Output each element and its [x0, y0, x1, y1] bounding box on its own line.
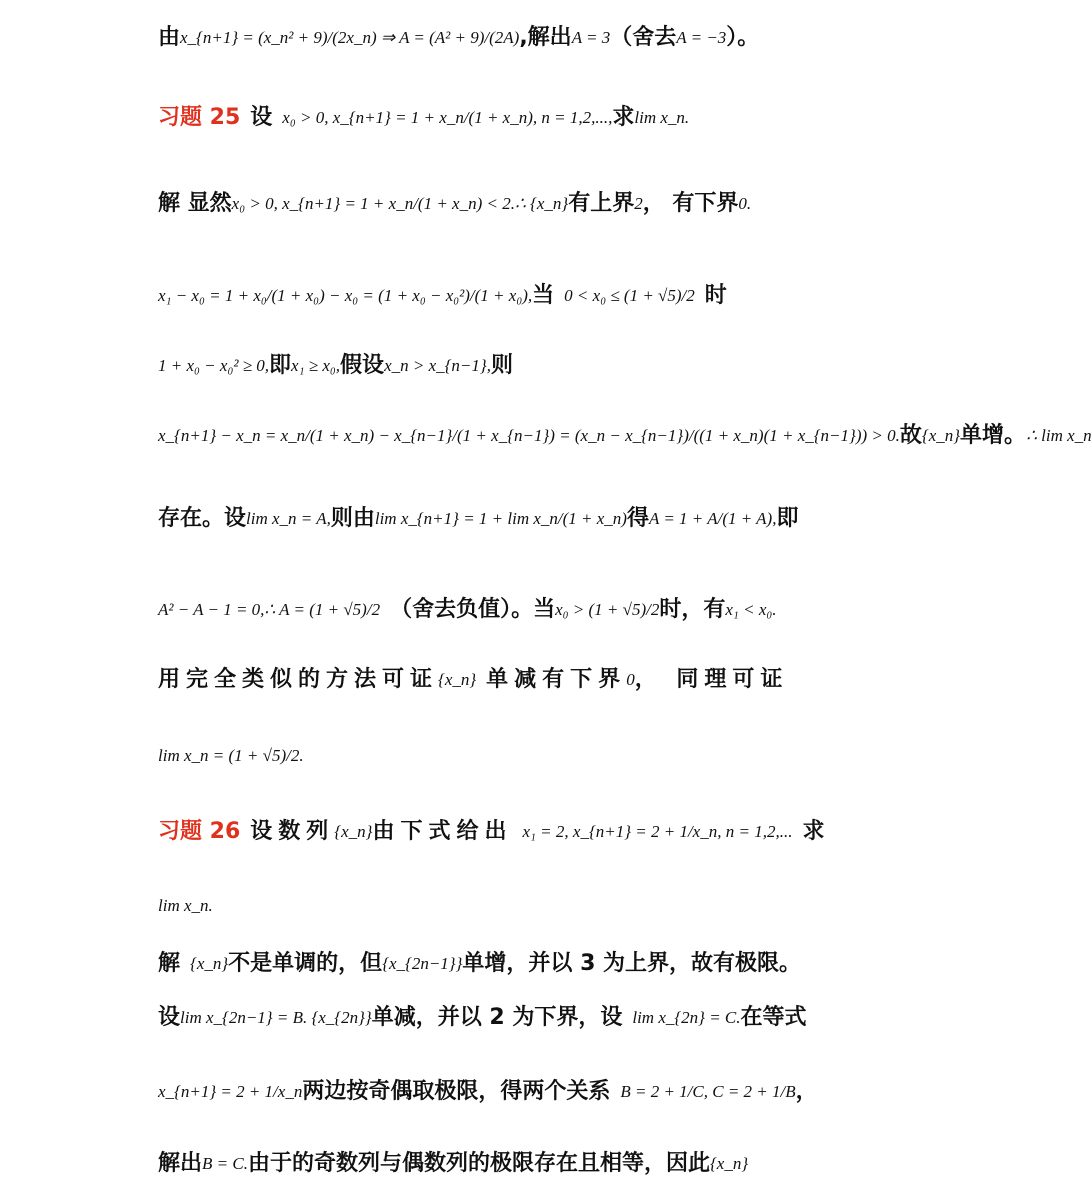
text: 有上界: [568, 191, 635, 216]
math-expr: 1 + x₀ − x₀² ≥ 0,: [158, 356, 270, 375]
text: 单增，并以 3 为上界，故有极限。: [462, 951, 802, 976]
math-expr: x₁ ≥ x₀,: [291, 356, 341, 375]
math-expr: lim x_{2n−1} = B. {x_{2n}}: [180, 1008, 372, 1027]
text: ,解出: [519, 25, 572, 50]
line-1: [158, 24, 858, 52]
text: 则由: [330, 506, 375, 531]
text: 单减，并以 2 为下界，设: [371, 1005, 623, 1030]
text: （舍去负值）。当: [390, 597, 556, 622]
line-4: [158, 282, 858, 310]
line-12: [158, 892, 858, 920]
math-expr: A = 1 + A/(1 + A),: [649, 509, 777, 528]
text: 解 显然: [158, 191, 232, 216]
math-expr: {x_{2n−1}}: [382, 954, 463, 973]
math-expr: x₁ − x₀ = 1 + x₀/(1 + x₀) − x₀ = (1 + x₀ − x₀²)/(1 + x₀),: [158, 286, 533, 305]
math-expr: lim x_n.: [634, 108, 690, 127]
math-expr: lim x_{n+1} = 1 + lim x_n/(1 + x_n): [374, 509, 627, 528]
text: 设: [158, 1005, 181, 1030]
math-expr: ∴ lim x_n: [1026, 426, 1092, 445]
text: 设数列: [250, 819, 335, 844]
math-expr: B = C.: [202, 1154, 248, 1173]
line-3: [158, 190, 858, 218]
line-5: [158, 352, 858, 380]
math-expr: A² − A − 1 = 0,∴ A = (1 + √5)/2: [158, 600, 381, 619]
text: 时: [704, 283, 727, 308]
text: 单减有下界: [486, 667, 627, 692]
math-expr: x₀ > 0, x_{n+1} = 1 + x_n/(1 + x_n), n = 1,2,...,: [282, 108, 613, 127]
math-expr: A = −3: [676, 28, 727, 47]
math-expr: lim x_n = A,: [246, 509, 331, 528]
line-11: [158, 818, 858, 846]
line-15: [158, 1078, 858, 1106]
text: 不是单调的，但: [228, 951, 383, 976]
text: 存在。设: [158, 506, 247, 531]
math-expr: x_{n+1} = (x_n² + 9)/(2x_n) ⇒ A = (A² + 9)/(2A): [180, 28, 520, 47]
line-16: [158, 1150, 858, 1178]
text: ，: [795, 1079, 818, 1104]
math-expr: x₁ < x₀.: [725, 600, 777, 619]
text: 由下式给出: [372, 819, 513, 844]
math-expr: 0 < x₀ ≤ (1 + √5)/2: [564, 286, 695, 305]
text: 解出: [158, 1151, 203, 1176]
line-7: [158, 505, 858, 533]
math-expr: 0.: [738, 194, 752, 213]
math-expr: {x_n}: [190, 954, 229, 973]
text: 求: [612, 105, 635, 130]
math-expr: 2: [634, 194, 643, 213]
math-expr: lim x_n = (1 + √5)/2.: [158, 746, 304, 765]
text: 单增。: [960, 423, 1027, 448]
math-expr: x₀ > 0, x_{n+1} = 1 + x_n/(1 + x_n) < 2.∴ {x_n}: [231, 194, 569, 213]
text: 求: [802, 819, 825, 844]
text: 则: [490, 353, 513, 378]
text: ）。: [726, 25, 760, 50]
text: 解: [158, 951, 181, 976]
math-expr: lim x_{2n} = C.: [632, 1008, 741, 1027]
math-expr: {x_n}: [438, 670, 477, 689]
math-expr: {x_n}: [709, 1154, 749, 1173]
math-expr: x₁ = 2, x_{n+1} = 2 + 1/x_n, n = 1,2,...: [522, 822, 793, 841]
line-9: [158, 666, 858, 694]
text: 当: [532, 283, 555, 308]
text: ， 同理可证: [634, 667, 789, 692]
line-6: [158, 422, 1092, 450]
line-2: [158, 104, 858, 132]
line-8: [158, 596, 858, 624]
text: 即: [269, 353, 292, 378]
math-expr: x_{n+1} − x_n = x_n/(1 + x_n) − x_{n−1}/(1 + x_{n−1}) = (x_n − x_{n−1})/((1 + x_n)(1 + x_{n−1})) > 0.: [158, 426, 900, 445]
math-expr: lim x_n.: [158, 896, 213, 915]
text: 得: [626, 506, 649, 531]
text: 假设: [340, 353, 385, 378]
math-expr: A = 3: [571, 28, 611, 47]
text: 设: [250, 105, 273, 130]
line-14: [158, 1004, 858, 1032]
text: 由于的奇数列与偶数列的极限存在且相等，因此: [247, 1151, 710, 1176]
line-13: [158, 950, 858, 978]
text: 在等式: [740, 1005, 807, 1030]
math-expr: {x_n}: [334, 822, 373, 841]
text: 两边按奇偶取极限，得两个关系: [302, 1079, 611, 1104]
math-expr: x_n > x_{n−1},: [384, 356, 491, 375]
text: 用完全类似的方法可证: [158, 667, 439, 692]
exercise-label: 习题 25: [158, 105, 241, 130]
math-expr: x_{n+1} = 2 + 1/x_n: [158, 1082, 303, 1101]
math-expr: B = 2 + 1/C, C = 2 + 1/B: [620, 1082, 796, 1101]
text: ， 有下界: [642, 191, 739, 216]
line-10: [158, 742, 858, 770]
text: 故: [899, 423, 922, 448]
text: 由: [158, 25, 181, 50]
math-expr: {x_n}: [921, 426, 961, 445]
math-expr: 0: [626, 670, 635, 689]
text: 即: [776, 506, 799, 531]
math-expr: x₀ > (1 + √5)/2: [555, 600, 660, 619]
text: 时，有: [659, 597, 726, 622]
text: （舍去: [610, 25, 677, 50]
exercise-label: 习题 26: [158, 819, 241, 844]
